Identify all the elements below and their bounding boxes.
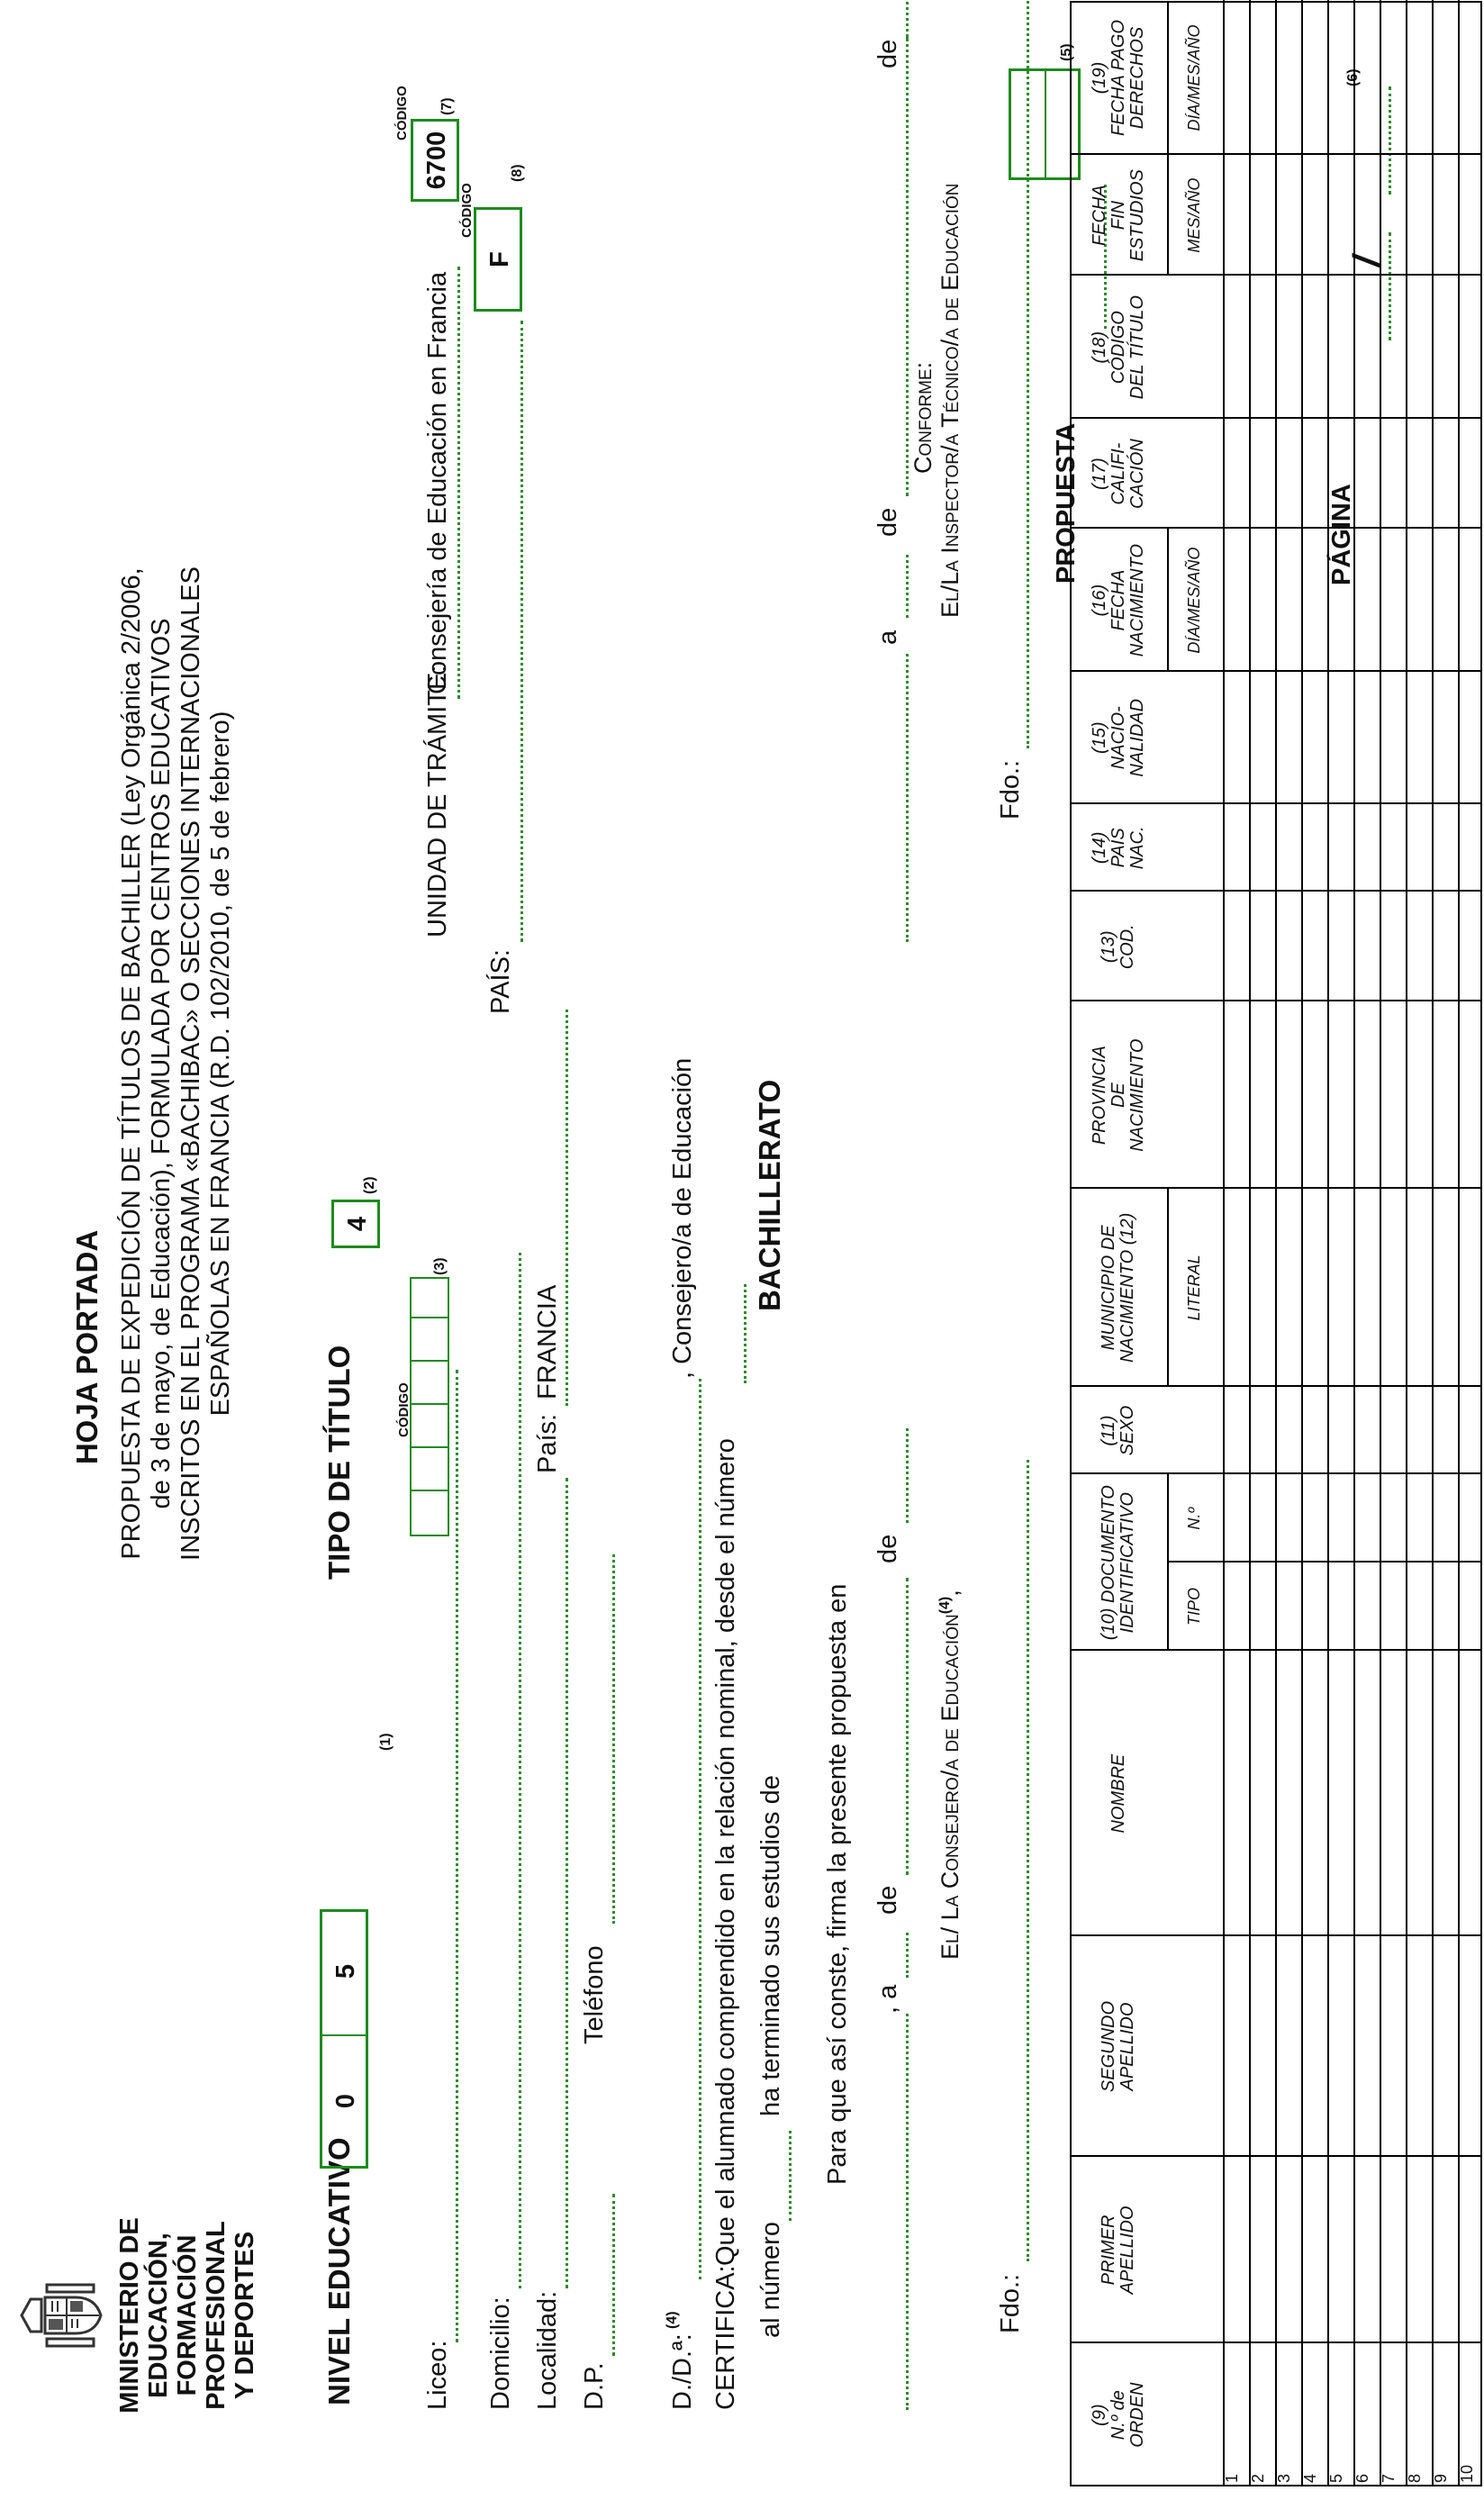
mes-field[interactable] bbox=[906, 1578, 909, 1875]
pais-top-field[interactable] bbox=[520, 321, 523, 942]
inspector-label: El/La Inspector/a Técnico/a de Educación bbox=[937, 183, 964, 618]
right-fdo-label: Fdo.: bbox=[996, 759, 1025, 820]
header-line: CACIÓN bbox=[1127, 439, 1147, 510]
header-line: NOMBRE bbox=[1108, 1753, 1128, 1834]
header-line: NAC. bbox=[1127, 826, 1147, 870]
page-title: HOJA PORTADA bbox=[70, 1229, 104, 1465]
pais-field[interactable] bbox=[566, 1010, 568, 1406]
certifica-text: Que el alumnado comprendido en la relación nominal, desde el número bbox=[711, 1438, 740, 2266]
header-line: NACIMIENTO bbox=[1127, 544, 1147, 657]
codigo-label: CÓDIGO bbox=[459, 183, 475, 238]
box-divider bbox=[410, 1446, 449, 1448]
lugar-field[interactable] bbox=[906, 2014, 909, 2410]
note-6: (6) bbox=[1345, 68, 1361, 86]
header-line: CÓDIGO bbox=[1108, 311, 1128, 385]
localidad-label: Localidad: bbox=[533, 2290, 562, 2410]
domicilio-field[interactable] bbox=[519, 1253, 521, 2288]
propuesta-label: PROPUESTA bbox=[1052, 422, 1081, 584]
fdo-inspector-field[interactable] bbox=[1027, 1, 1029, 748]
domicilio-label: Domicilio: bbox=[486, 2296, 515, 2410]
header-line: FECHA bbox=[1108, 569, 1128, 631]
tipo-code-boxes[interactable] bbox=[410, 1277, 449, 1536]
subheader-dma: DÍA/MES/AÑO bbox=[1184, 24, 1203, 131]
note-8: (8) bbox=[510, 164, 525, 182]
pagina-separator: / bbox=[1345, 256, 1388, 267]
right-de-text: de bbox=[873, 507, 902, 537]
anio-field[interactable] bbox=[906, 1428, 909, 1523]
row-number: 6 bbox=[1353, 2473, 1371, 2483]
conste-text: Para que así conste, firma la presente propuesta en bbox=[823, 1583, 852, 2185]
header-line: (15) bbox=[1089, 721, 1109, 755]
header-line: CALIFI- bbox=[1108, 442, 1128, 505]
right-dia-field[interactable] bbox=[906, 555, 909, 618]
dd-label: D./D.ª: bbox=[668, 2333, 697, 2410]
dd-name-field[interactable] bbox=[699, 1379, 701, 2279]
note-4-sup: (4) bbox=[937, 1596, 953, 1615]
row-number: 3 bbox=[1275, 2473, 1293, 2483]
header-line: SEGUNDO bbox=[1099, 2000, 1118, 2093]
de-text: de bbox=[873, 1885, 902, 1915]
header-line: FECHA bbox=[1089, 185, 1109, 247]
pais-value: FRANCIA bbox=[533, 1284, 562, 1399]
subheader-mes-anio: MES/AÑO bbox=[1184, 177, 1203, 253]
header-line: NACIMIENTO bbox=[1127, 1038, 1147, 1152]
fdo-label: Fdo.: bbox=[996, 2273, 1025, 2333]
note-3: (3) bbox=[432, 1257, 448, 1275]
header-line: (10) DOCUMENTO bbox=[1099, 1485, 1118, 1641]
unidad-tramite-value: Consejería de Educación en Francia bbox=[423, 271, 452, 694]
note-7: (7) bbox=[439, 97, 455, 115]
header-line: (9) bbox=[1089, 2404, 1109, 2426]
telefono-label: Teléfono bbox=[580, 1945, 609, 2044]
header-line: NACIMIENTO (12) bbox=[1118, 1212, 1137, 1363]
pais-top-label: PAÍS: bbox=[486, 949, 515, 1014]
consejero-signature-text: El/ La Consejero/a de Educación bbox=[937, 1614, 964, 1960]
subheader-tipo: TIPO bbox=[1184, 1588, 1203, 1626]
pagina-label: PÁGINA bbox=[1327, 484, 1356, 585]
header-line: (16) bbox=[1089, 584, 1109, 617]
row-number: 2 bbox=[1249, 2473, 1267, 2483]
row-number: 8 bbox=[1406, 2473, 1424, 2483]
header-line: PAÍS bbox=[1108, 828, 1128, 868]
description-line: ESPAÑOLAS EN FRANCIA (R.D. 102/2010, de 5 de febrero) bbox=[206, 711, 235, 1417]
header-line: MUNICIPIO DE bbox=[1099, 1225, 1118, 1351]
liceo-field[interactable] bbox=[456, 1370, 458, 2342]
table-rows bbox=[1070, 1, 1482, 2486]
row-number: 10 bbox=[1458, 2464, 1476, 2483]
header-line: ORDEN bbox=[1127, 2382, 1147, 2448]
dia-field[interactable] bbox=[906, 1933, 909, 1978]
terminado-text: ha terminado sus estudios de bbox=[756, 1775, 785, 2116]
nivel-digit-2: 5 bbox=[331, 1963, 360, 1979]
al-numero-field[interactable] bbox=[789, 2131, 792, 2221]
header-line: COD. bbox=[1118, 924, 1137, 970]
right-lugar-field[interactable] bbox=[906, 654, 909, 942]
right-a-text: a bbox=[873, 630, 902, 645]
codigo-label: CÓDIGO bbox=[394, 86, 410, 140]
description-line: PROPUESTA DE EXPEDICIÓN DE TÍTULOS DE BACHILLER (Ley Orgánica 2/2006, bbox=[117, 567, 146, 1560]
unidad-tramite-label: UNIDAD DE TRÁMITE: bbox=[423, 665, 452, 938]
header-line: NACIO- bbox=[1108, 706, 1128, 770]
row-number: 1 bbox=[1223, 2473, 1241, 2483]
row-number: 4 bbox=[1301, 2473, 1319, 2483]
pais-code-box bbox=[474, 207, 522, 312]
bachillerato-label: BACHILLERATO bbox=[753, 1079, 786, 1311]
subheader-literal: LITERAL bbox=[1184, 1255, 1203, 1321]
header-line: (17) bbox=[1089, 457, 1109, 490]
ministry-line: Y DEPORTES bbox=[231, 2231, 259, 2400]
liceo-label: Liceo: bbox=[423, 2340, 452, 2410]
header-line: (13) bbox=[1099, 930, 1118, 964]
header-line: (14) bbox=[1089, 831, 1109, 865]
right-de-text: de bbox=[873, 39, 902, 68]
header-line: NALIDAD bbox=[1127, 698, 1147, 777]
pais-label: País: bbox=[533, 1413, 562, 1473]
codigo-label: CÓDIGO bbox=[396, 1382, 412, 1437]
header-line: (18) bbox=[1089, 331, 1109, 364]
header-line: DEL TÍTULO bbox=[1127, 295, 1147, 400]
header-line: FECHA PAGO bbox=[1108, 20, 1128, 136]
tipo-titulo-box bbox=[331, 1200, 380, 1248]
header-line: ESTUDIOS bbox=[1127, 169, 1147, 262]
dp-label: D.P. bbox=[580, 2362, 609, 2410]
tipo-titulo-value: 4 bbox=[343, 1216, 372, 1232]
consejero-signature-label: El/ La Consejero/a de Educación$^{(4)}$, bbox=[937, 1590, 964, 1960]
right-anio-field[interactable] bbox=[906, 2, 909, 41]
header-line: APELLIDO bbox=[1118, 2206, 1137, 2295]
dp-field[interactable] bbox=[612, 2194, 615, 2356]
ministry-name bbox=[115, 2185, 259, 2446]
nivel-educativo-box bbox=[320, 1909, 368, 2169]
header-line: DE bbox=[1108, 1082, 1128, 1109]
header-line: DERECHOS bbox=[1127, 26, 1147, 130]
nivel-educativo-label: NIVEL EDUCATIVO bbox=[322, 2137, 356, 2405]
fdo-consejero-field[interactable] bbox=[1027, 1460, 1029, 2261]
header-line: FIN bbox=[1108, 201, 1128, 231]
box-divider bbox=[410, 1317, 449, 1318]
tipo-titulo-label: TIPO DE TÍTULO bbox=[322, 1345, 356, 1580]
row-number: 9 bbox=[1432, 2473, 1450, 2483]
ministry-line: FORMACIÓN PROFESIONAL bbox=[173, 2221, 231, 2410]
al-numero-label: al número bbox=[756, 2222, 785, 2338]
subheader-no: N.º bbox=[1184, 1508, 1203, 1530]
de-text: de bbox=[873, 1534, 902, 1563]
note-4: (4) bbox=[665, 2311, 680, 2329]
note-5: (5) bbox=[1059, 43, 1074, 61]
header-line: IDENTIFICATIVO bbox=[1118, 1492, 1137, 1634]
row-number: 5 bbox=[1327, 2473, 1345, 2483]
form-description bbox=[117, 510, 236, 1617]
conforme-label: Conforme: bbox=[909, 361, 937, 474]
description-line: de 3 de mayo, de Educación), FORMULADA POR CENTROS EDUCATIVOS bbox=[147, 618, 176, 1509]
note-1: (1) bbox=[378, 1733, 394, 1751]
header-line: (11) bbox=[1099, 1415, 1118, 1446]
row-number: 7 bbox=[1380, 2473, 1398, 2483]
desde-numero-field[interactable] bbox=[744, 1284, 747, 1383]
header-line: N.º de bbox=[1108, 2390, 1128, 2441]
ministry-line: MINISTERIO DE EDUCACIÓN, bbox=[115, 2217, 173, 2414]
unidad-code-value: 6700 bbox=[422, 131, 451, 190]
subheader-dma: DÍA/MES/AÑO bbox=[1184, 547, 1203, 654]
pais-code-value: F bbox=[485, 251, 514, 267]
box-divider bbox=[410, 1403, 449, 1405]
header-line: SEXO bbox=[1118, 1405, 1137, 1456]
right-mes-field[interactable] bbox=[906, 37, 909, 496]
telefono-field[interactable] bbox=[612, 1554, 615, 1924]
header-line: (19) bbox=[1089, 61, 1109, 95]
box-divider bbox=[410, 1490, 449, 1491]
header-line: APELLIDO bbox=[1118, 2002, 1137, 2091]
unidad-tramite-field[interactable] bbox=[457, 267, 460, 699]
box-divider bbox=[410, 1360, 449, 1362]
unidad-code-box bbox=[411, 119, 459, 202]
nivel-digit-1: 0 bbox=[331, 2093, 360, 2109]
certifica-label: CERTIFICA: bbox=[711, 2265, 740, 2410]
description-line: INSCRITOS EN EL PROGRAMA «BACHIBAC» O SECCIONES INTERNACIONALES bbox=[176, 566, 205, 1561]
header-line: PRIMER bbox=[1099, 2215, 1118, 2286]
consejero-text: , Consejero/a de Educación bbox=[668, 1057, 697, 1379]
coat-of-arms-icon bbox=[20, 2279, 106, 2351]
a-text: , a bbox=[873, 1984, 902, 2014]
propuesta-code-divider bbox=[1045, 68, 1046, 180]
localidad-field[interactable] bbox=[566, 1478, 568, 2288]
note-2: (2) bbox=[362, 1176, 377, 1194]
header-line: PROVINCIA bbox=[1089, 1046, 1109, 1146]
